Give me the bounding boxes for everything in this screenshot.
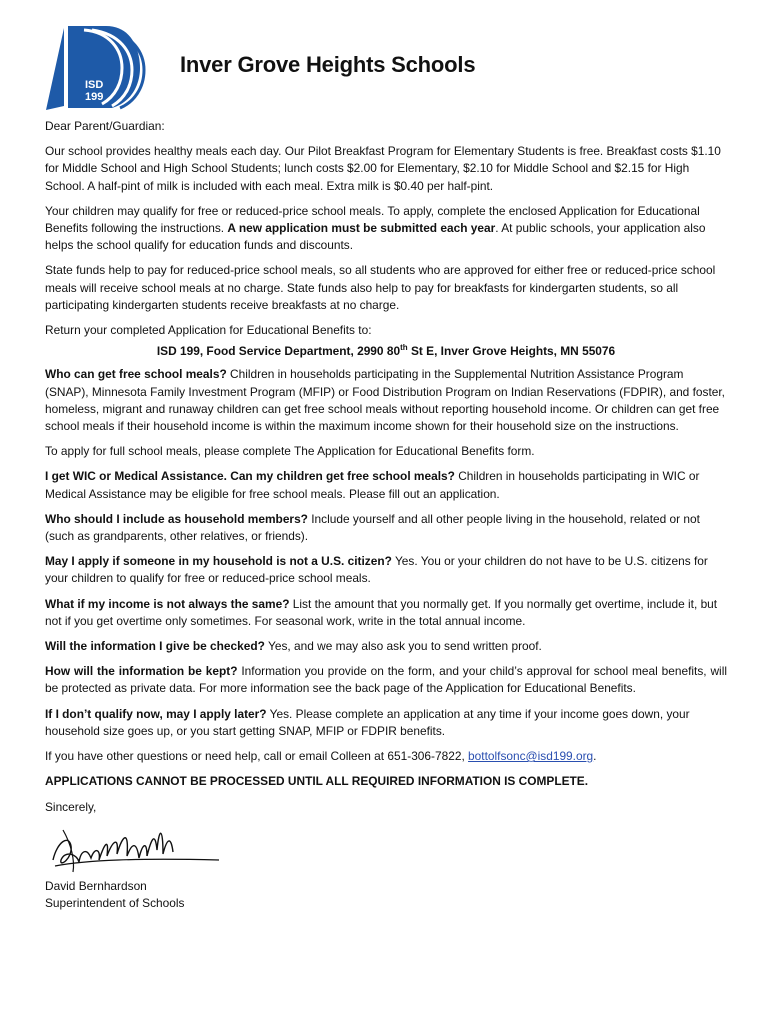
greeting: Dear Parent/Guardian: xyxy=(45,119,165,133)
faq-citizen xyxy=(45,553,727,587)
faq-wic xyxy=(45,468,727,502)
faq-household-members xyxy=(45,511,727,545)
paragraph-state-funds: State funds help to pay for reduced-price school meals, so all students who are approved for either free or reduced-price school meals will receive school meals at no charge. State funds also help to pay for breakfasts for kindergarten students, so all participating kindergarten students receive breakfasts at no charge. xyxy=(45,263,716,312)
signature-stroke-3 xyxy=(63,830,74,872)
faq-answer: Children in households participating in the Supplemental Nutrition Assistance Program (SNAP), Minnesota Family Investment Program (MFIP) or Food Distribution Program on Indian Reservations (FDPIR), and foster, homeless, migrant and runaway children can get free school meals without reporting household income. Or children can get free school meals if their household income is within the maximum income shown for their household size on the instructions. xyxy=(45,367,725,434)
faq-question: I get WIC or Medical Assistance. Can my children get free school meals? xyxy=(45,469,455,484)
paragraph-apply-full: To apply for full school meals, please complete The Application for Educational Benefits form. xyxy=(45,444,535,459)
paragraph-return: Return your completed Application for Educational Benefits to: xyxy=(45,323,372,338)
faq-question: Will the information I give be checked? xyxy=(45,639,265,654)
faq-question: What if my income is not always the same? xyxy=(45,596,290,611)
faq-answer: Yes. Please complete an application at any time if your income goes down, your household size goes up, or you start getting SNAP, MFIP or FDPIR benefits. xyxy=(45,706,690,738)
signature-image xyxy=(47,820,227,876)
faq-question: If I don’t qualify now, may I apply later? xyxy=(45,706,267,721)
signer-title: Superintendent of Schools xyxy=(45,895,185,910)
faq-answer: List the amount that you normally get. If you normally get overtime, include it, but not if you get overtime only sometimes. For seasonal work, write in the total annual income. xyxy=(45,596,718,628)
faq-apply-later xyxy=(45,706,727,740)
signature-stroke-2 xyxy=(147,833,173,856)
paragraph-qualify: Your children may qualify for free or reduced-price school meals. To apply, complete the enclosed Application for Educational Benefits following the instructions. A new application must be submitted each year. At public schools, your application also helps the school qualify for education funds and discounts. xyxy=(45,203,706,253)
signer-name: David Bernhardson xyxy=(45,878,147,893)
faq-answer: Yes. You or your children do not have to be U.S. citizens for your children to qualify for free or reduced-price school meals. xyxy=(45,554,708,586)
paragraph-contact: If you have other questions or need help, call or email Colleen at 651-306-7822, bottolfsonc@isd199.org. xyxy=(45,749,597,764)
faq-free-meals xyxy=(45,366,727,435)
faq-answer: Information you provide on the form, and your child’s approval for school meal benefits, will be protected as private data. For more information see the back page of the Application for Educational Benefits. xyxy=(45,664,727,696)
faq-question: How will the information be kept? xyxy=(45,664,238,679)
isd199-logo xyxy=(44,24,148,110)
warning-notice: APPLICATIONS CANNOT BE PROCESSED UNTIL ALL REQUIRED INFORMATION IS COMPLETE. xyxy=(45,774,589,789)
faq-kept xyxy=(45,663,727,697)
return-address: ISD 199, Food Service Department, 2990 80th St E, Inver Grove Heights, MN 55076 xyxy=(156,343,616,359)
faq-checked xyxy=(45,638,727,655)
paragraph-meal-costs: Our school provides healthy meals each day. Our Pilot Breakfast Program for Elementary Students is free. Breakfast costs $1.10 for Middle School and High School Students; lunch costs $2.00 for Elementary, $2.10 for Middle School and $2.15 for High School. A half-pint of milk is included with each meal. Extra milk is $0.40 per half-pint. xyxy=(45,144,721,193)
contact-email-link[interactable]: bottolfsonc@isd199.org xyxy=(468,749,594,764)
logo-left-sliver xyxy=(46,28,64,110)
logo-text-isd: ISD xyxy=(85,79,104,91)
faq-question: Who should I include as household members? xyxy=(45,511,308,526)
faq-answer: Children in households participating in WIC or Medical Assistance may be eligible for free school meals. Please fill out an application. xyxy=(45,469,700,501)
faq-question: May I apply if someone in my household is not a U.S. citizen? xyxy=(45,554,392,569)
faq-income xyxy=(45,596,727,630)
new-application-notice: A new application must be submitted each year xyxy=(227,221,496,236)
closing-block xyxy=(45,799,727,913)
logo-text-199: 199 xyxy=(85,91,104,103)
school-name-heading: Inver Grove Heights Schools xyxy=(180,52,476,77)
closing-salutation: Sincerely, xyxy=(45,799,97,814)
faq-question: Who can get free school meals? xyxy=(45,367,227,382)
faq-answer: Include yourself and all other people living in the household, related or not (such as grandparents, other relatives, or friends). xyxy=(45,511,700,544)
letter-body xyxy=(45,118,727,912)
faq-answer: Yes, and we may also ask you to send written proof. xyxy=(264,639,542,654)
